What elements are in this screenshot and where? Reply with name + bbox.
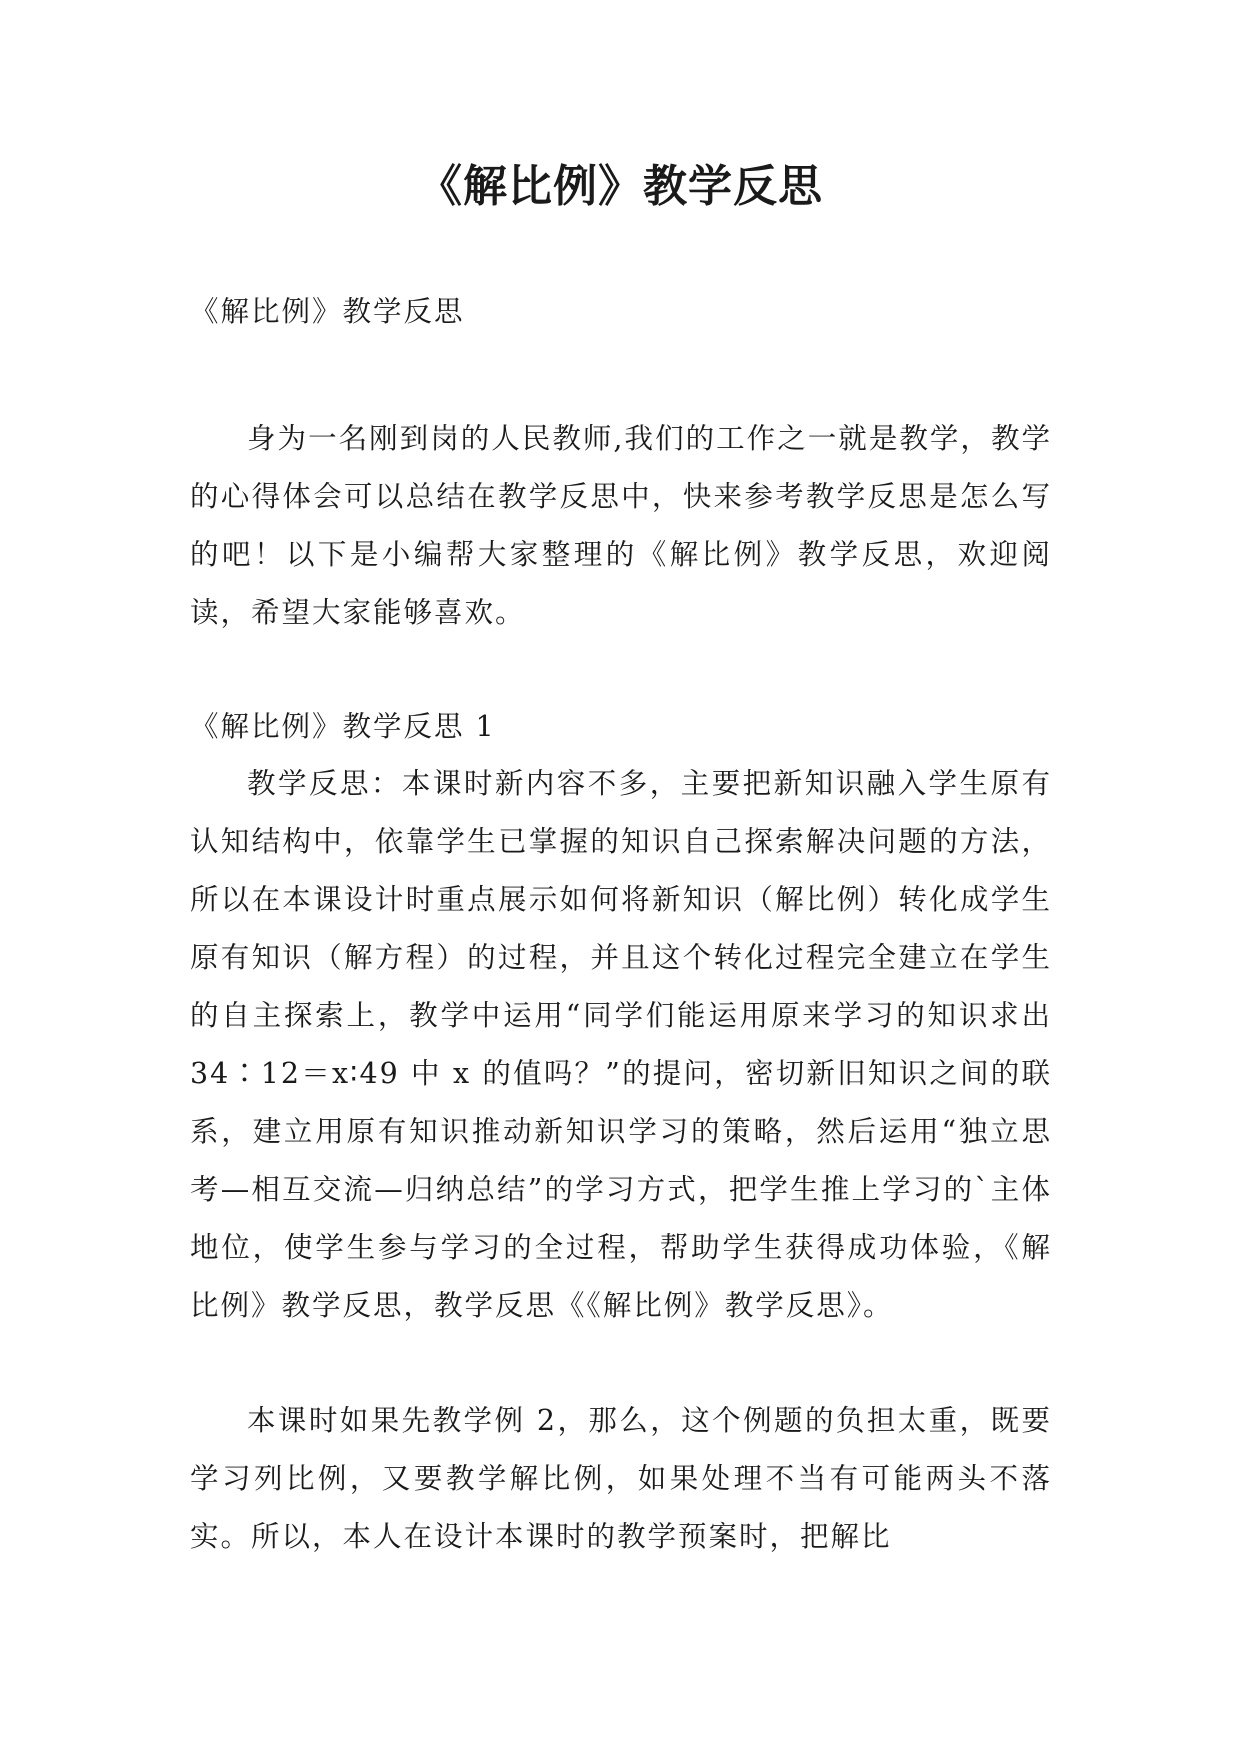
section-paragraph-2: 本课时如果先教学例 2，那么，这个例题的负担太重，既要学习列比例，又要教学解比例，如果处理不当有可能两头不落实。所以，本人在设计本课时的教学预案时，把解比 <box>190 1404 1052 1553</box>
section-paragraph-1: 教学反思：本课时新内容不多，主要把新知识融入学生原有认知结构中，依靠学生已掌握的知识自己探索解决问题的方法，所以在本课设计时重点展示如何将新知识（解比例）转化成学生原有知识（解方程）的过程，并且这个转化过程完全建立在学生的自主探索上，教学中运用“同学们能运用原来学习的知识求出 34∶12＝x∶49 中 x 的值吗？”的提问，密切新旧知识之间的联系，建立用原有知识推动新知识学习的策略，然后运用“独立思考—相互交流—归纳总结”的学习方式，把学生推上学习的`主体地位，使学生参与学习的全过程，帮助学生获得成功体验，《解比例》教学反思，教学反思《《解比例》教学反思》。 <box>190 767 1052 1322</box>
document-title: 《解比例》教学反思 <box>418 161 823 212</box>
intro-paragraph: 身为一名刚到岗的人民教师,我们的工作之一就是教学，教学的心得体会可以总结在教学反思中，快来参考教学反思是怎么写的吧！以下是小编帮大家整理的《解比例》教学反思，欢迎阅读，希望大家能够喜欢。 <box>190 422 1052 629</box>
section-heading: 《解比例》教学反思 1 <box>190 710 496 743</box>
document-subtitle: 《解比例》教学反思 <box>190 295 465 328</box>
